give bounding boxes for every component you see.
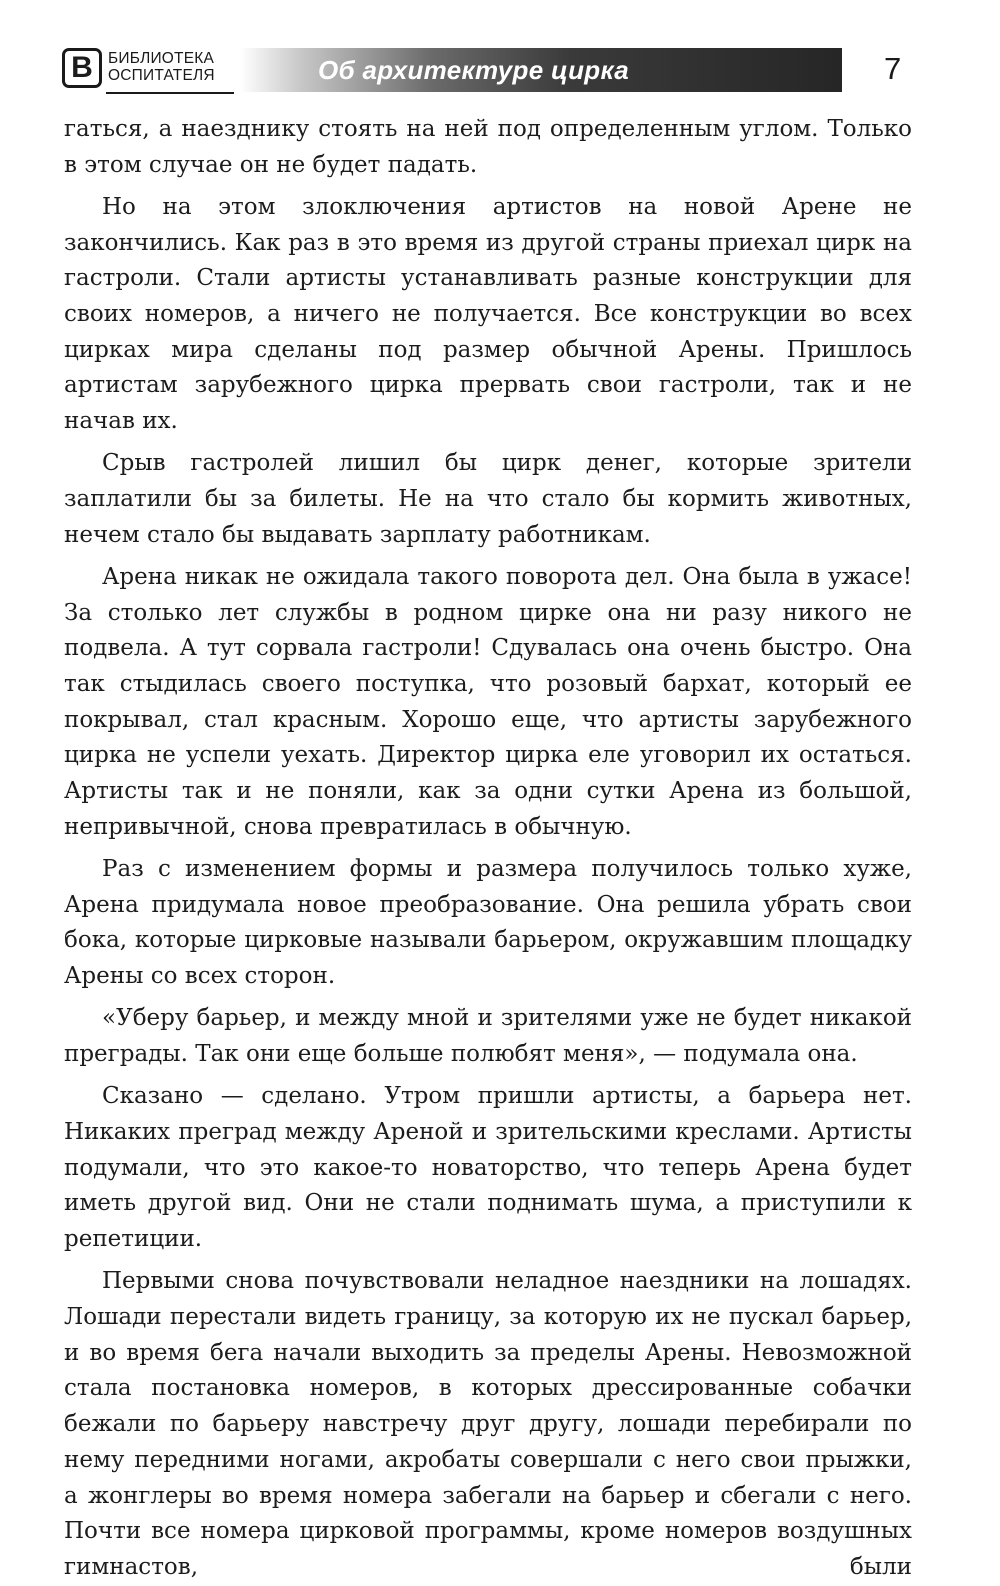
series-name xyxy=(108,50,215,84)
series-logo-badge: В xyxy=(62,48,102,88)
page-header xyxy=(60,40,920,96)
paragraph-5: Раз с изменением формы и размера получилось только хуже, Арена придумала новое преобразование. Она решила убрать свои бока, которые цирковые называли барьером, окружавшим площадку Арены со всех сторон. xyxy=(64,856,912,990)
paragraph-6: «Уберу барьер, и между мной и зрителями уже не будет никакой преграды. Так они еще больше полюбят меня», — подумала она. xyxy=(64,1005,912,1068)
paragraph-4: Арена никак не ожидала такого поворота дел. Она была в ужасе! За столько лет службы в родном цирке она ни разу никого не подвела. А тут сорвала гастроли! Сдувалась она очень быстро. Она так стыдилась своего поступка, что розовый бархат, который ее покрывал, стал красным. Хорошо еще, что артисты зарубежного цирка не успели уехать. Директор цирка еле уговорил их остаться. Артисты так и не поняли, как за одни сутки Арена из большой, непривычной, снова превратилась в обычную. xyxy=(64,563,912,840)
series-name-line-1: БИБЛИОТЕКА xyxy=(108,50,215,67)
paragraph-7: Сказано — сделано. Утром пришли артисты, а барьера нет. Никаких преград между Ареной и зрительскими креслами. Артисты подумали, что это какое-то новаторство, что теперь Арена будет иметь другой вид. Они не стали поднимать шума, а приступили к репетиции. xyxy=(64,1083,912,1253)
body-text xyxy=(64,112,912,1586)
paragraph-2: Но на этом злоключения артистов на новой Арене не закончились. Как раз в это время из другой страны приехал цирк на гастроли. Стали артисты устанавливать разные конструкции для своих номеров, а ничего не получается. Все конструкции во всех цирках мира сделаны под размер обычной Арены. Пришлось артистам зарубежного цирка прервать свои гастроли, так и не начав их. xyxy=(64,193,912,435)
page-number: 7 xyxy=(884,51,902,86)
series-name-line-2: ОСПИТАТЕЛЯ xyxy=(108,67,215,84)
paragraph-8: Первыми снова почувствовали неладное наездники на лошадях. Лошади перестали видеть границу, за которую их не пускал барьер, и во время бега начали выходить за пределы Арены. Невозможной стала постановка номеров, в которых дрессированные собачки бежали по барьеру навстречу друг другу, лошади перебирали по нему передними ногами, акробаты совершали с него свои прыжки, а жонглеры во время номера забегали на барьер и сбегали с него. Почти все номера цирковой программы, кроме номеров воздушных гимнастов, были xyxy=(64,1268,912,1580)
chapter-title: Об архитектуре цирка xyxy=(318,55,630,85)
series-underline xyxy=(106,92,234,94)
paragraph-1: гаться, а наезднику стоять на ней под определенным углом. Только в этом случае он не будет падать. xyxy=(64,116,912,178)
paragraph-3: Срыв гастролей лишил бы цирк денег, которые зрители заплатили бы за билеты. Не на что стало бы кормить животных, нечем стало бы выдавать зарплату работникам. xyxy=(64,450,912,548)
